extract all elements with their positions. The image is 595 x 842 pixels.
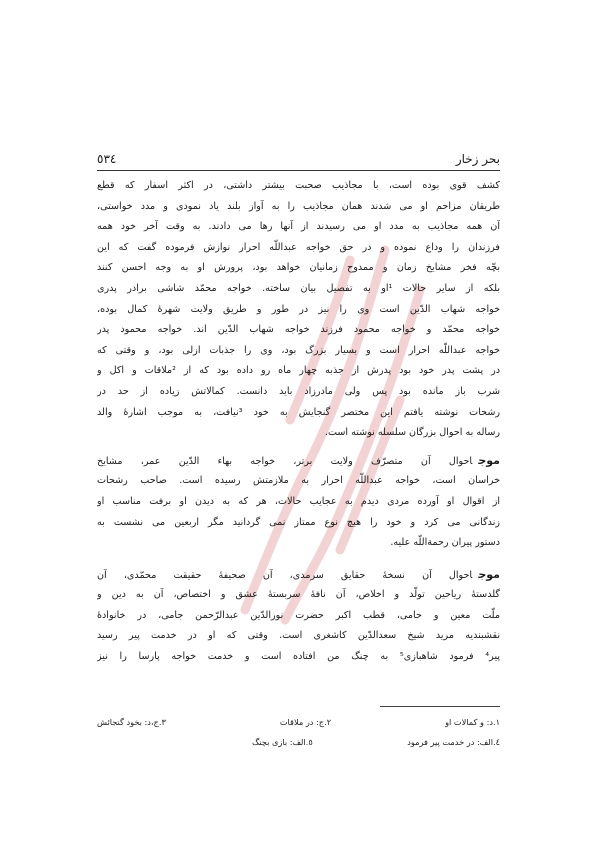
paragraph-3 [97,565,500,668]
text-line: خراسان است، خواجه عبداللّه احرار به ملازمتش رسیده است. صاحب رشحات [97,475,500,487]
text-line [97,565,500,586]
running-title: بحر زخار [455,152,500,166]
text-line [97,451,500,472]
text-line: نقشبندیه مرید شیخ سعدالدّین کاشغری است. وقتی که او در خدمت پیر رسید [97,630,500,642]
footnote-1: ١.د: و کمالات او [445,717,500,727]
text-line: خواجه محمّد و خواجه محمود فرزند خواجه شهاب الدّین اند. خواجه محمود پدر [97,324,500,336]
text-line-content: احوال آن متصرّف ولایت برتر، خواجه بهاء الدّین عمر، مشایخ [97,455,473,467]
text-line: زندگانی می کرد و خود را هیچ نوع ممتاز نمی گردانید مگر اربعین می نشست به [97,516,500,528]
paragraph-1 [97,176,500,444]
text-line: گلدستهٔ ریاحین تولّد و اخلاص، آن نافهٔ سربستهٔ عشق و اختصاص، آن به دین و [97,589,500,601]
footnotes [97,712,500,752]
text-line-content: احوال آن نسخهٔ حقایق سرمدی، آن صحیفهٔ حقیقت محمّدی، آن [97,569,473,581]
footnote-3: ٣.ج،د: بخود گنجائش [97,717,166,727]
text-line: رشحات نوشته یافتم این مختصر گنجایش به خود ³نیافت، به موجب اشارهٔ والد [97,406,500,418]
text-line: آن همه مجاذیب به مدد او می رسیدند از آنها رها می دادند. به وقت آخر خود همه [97,221,500,233]
footnote-5: ٥.الف: بازی بچنگ [252,737,313,747]
text-line: در پشت پدر خود بود پدرش از جذبه چهار ماه رو داده بود که از ²ملاقات و اکل و [97,365,500,377]
text-line: طریقان مزاحم او می شدند همان مجاذیب را به آواز بلند یاد نمودی و مدد خواستی، [97,200,500,212]
text-line: شرب باز مانده بود پس ولی مادرزاد باید دانست. کمالاتش زیاده از حد در [97,385,500,397]
section-keyword: موج [478,567,500,581]
main-text [97,176,500,668]
text-line: دستور پیران رحمة‌اللّه علیه. [390,537,500,549]
text-line: از اقوال او آورده مردی دیدم به عجایب حالات، هر که به دیدن او برفت مناسب او [97,495,500,507]
text-line: خواجه عبداللّه احرار است و بسیار بزرگ بود، وی را جذبات ازلی بود، و وقتی که [97,344,500,356]
text-line: خواجه شهاب الدّین است وی را نیز در طور و طریق ولایت شهرهٔ کمال بوده، [97,303,500,315]
footnote-2: ٢.ج: در ملاقات [279,717,332,727]
text-line: بلکه از سایر حالات ¹او به تفصیل بیان ساخته. خواجه محمّد شاشی برادر پدری [97,282,500,294]
footnote-4: ٤.الف: در خدمت پیر فرمود [407,737,500,747]
running-header [97,150,500,168]
text-line: کشف قوی بوده است، با مجاذیب صحبت بیشتر داشتی، در اکثر اسفار که قطع [97,180,500,191]
footnote-row [252,732,500,752]
footnote-rule [380,706,500,707]
text-line: پیر⁴ فرمود شاهبازی⁵ به چنگ من افتاده است و خدمت خواجه پارسا را نیز [97,651,500,663]
page-number: ٥٣٤ [97,152,117,166]
text-line: ملّت معین و حامی، قطب اکبر حضرت نورالدّین عبدالرّحمن جامی، در خانوادهٔ [97,609,500,621]
text-line: فرزندان را وداع نموده و در حق خواجه عبداللّه احرار نوازش فرموده گفت که این [97,241,500,253]
paragraph-2 [97,451,500,554]
text-line: رساله به احوال بزرگان سلسله نوشته است. [324,427,500,439]
text-line: بچّه فخر مشایخ زمان و ممدوح زمانیان خواهد بود، پرورش او به وجه احسن کنند [97,262,500,274]
section-keyword: موج [478,453,500,467]
footnote-row [97,712,500,732]
header-rule [97,170,500,171]
